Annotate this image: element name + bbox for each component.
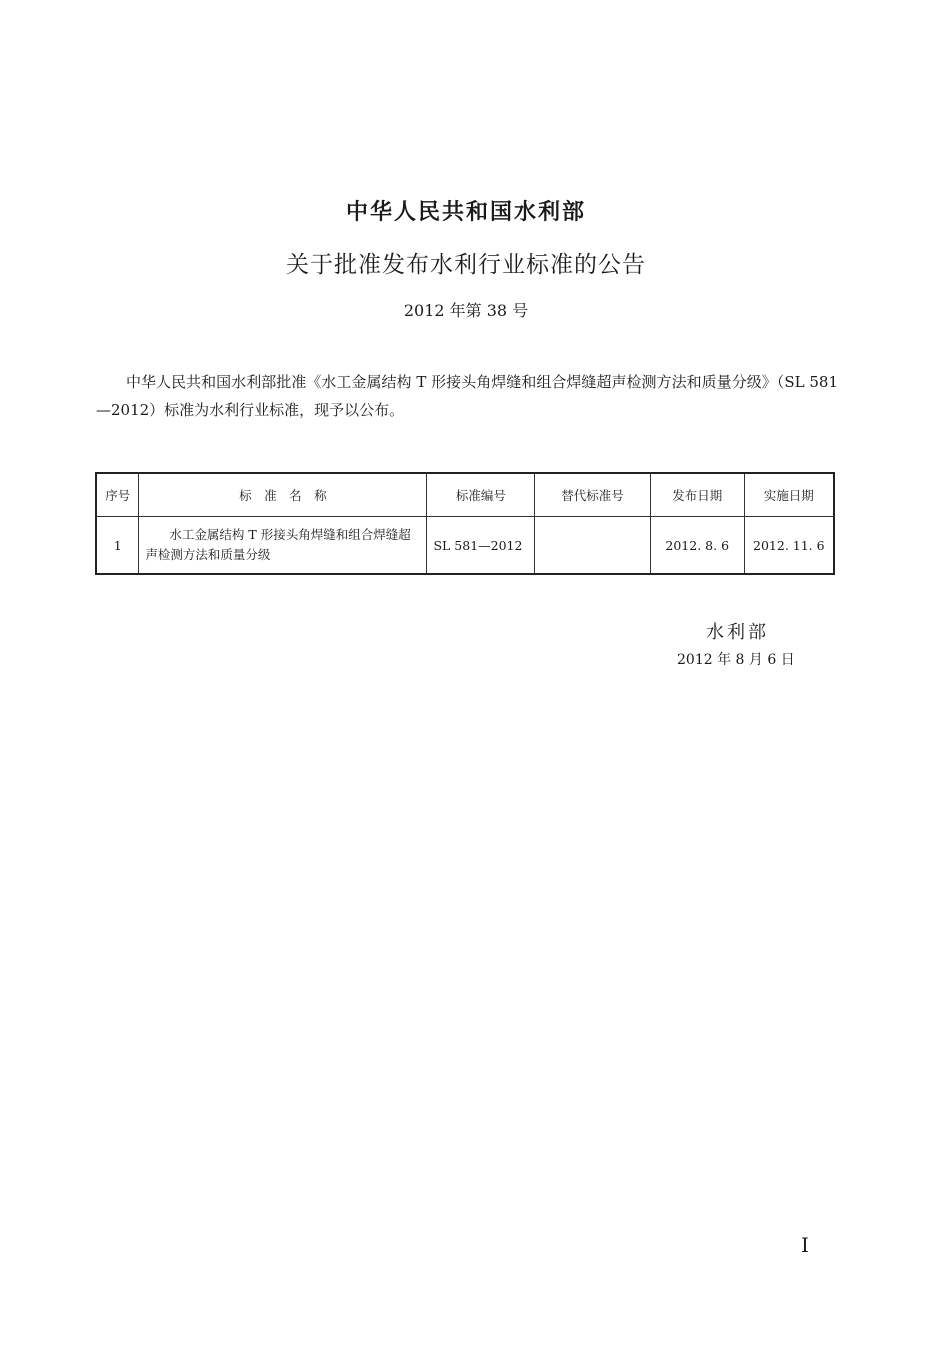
announcement-title: 关于批准发布水利行业标准的公告 [286, 252, 646, 278]
cell-no: 1 [96, 517, 139, 575]
issuer-heading: 中华人民共和国水利部 [345, 199, 586, 225]
col-header-replaces: 替代标准号 [535, 473, 651, 517]
col-header-no: 序号 [96, 473, 139, 517]
table-row [96, 517, 834, 575]
col-header-code: 标准编号 [427, 473, 535, 517]
standards-table [95, 472, 835, 575]
issue-number: 2012 年第 38 号 [403, 301, 529, 320]
col-header-name: 标 准 名 称 [139, 473, 427, 517]
cell-replaces [535, 517, 651, 575]
page-number: I [801, 1233, 809, 1257]
col-header-issued: 发布日期 [650, 473, 744, 517]
signature-date: 2012 年 8 月 6 日 [677, 652, 795, 668]
cell-standard-code: SL 581—2012 [427, 517, 535, 575]
announcement-paragraph: 中华人民共和国水利部批准《水工金属结构 T 形接头角焊缝和组合焊缝超声检测方法和质量分级》（SL 581—2012）标准为水利行业标准，现予以公布。 [96, 373, 838, 419]
table-header-row [96, 473, 834, 517]
cell-effective-date: 2012. 11. 6 [744, 517, 834, 575]
signature-org: 水利部 [706, 622, 769, 643]
cell-standard-name: 水工金属结构 T 形接头角焊缝和组合焊缝超声检测方法和质量分级 [139, 517, 427, 575]
col-header-effective: 实施日期 [744, 473, 834, 517]
cell-issued-date: 2012. 8. 6 [650, 517, 744, 575]
